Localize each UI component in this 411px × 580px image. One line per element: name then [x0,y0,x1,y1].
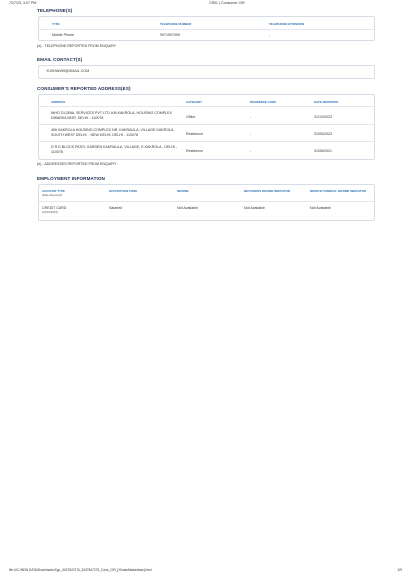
address-residence-code: - [250,132,252,136]
address-date-reported: 31/06/2021 [314,149,332,153]
employment-net-gross: Not Available [244,206,265,210]
employment-date-reported: (31/10/2023) [42,209,58,214]
address-text: 406 KAKROLA HOUSING COMPLEX NR, KAKRAULA, VILLAGE KAKROLA, SOUTH WEST DELHI, , NEW DELHI, DELHI - 110078 [51,128,175,137]
col-header-occupation-code: OCCUPATION CODE [109,189,138,193]
address-residence-code: - [250,115,252,119]
emails-box [38,65,375,79]
address-residence-code: - [250,149,252,153]
col-header-category: CATEGORY [186,100,203,104]
col-header-date-reported: DATE REPORTED [314,100,339,104]
print-page-number: 2/9 [397,568,402,572]
emails-title: EMAIL CONTACT(S) [37,57,83,62]
col-header-monthly-annual-income-indicator: MONTHLY/ANNUAL INCOME INDICATOR [310,189,366,193]
print-title: CRIIL | Consumer CIR [209,1,245,5]
address-text: WHO GLOBAL SERVICES PVT LTD 406 KAKROLA, HOUSING COMPLEX DWARKA MOR, DELHI - 110078 [51,111,172,120]
divider [39,29,374,30]
employment-monthly-annual: Not Available [310,206,331,210]
col-header-type: TYPE [52,22,60,26]
telephone-number: 9971597099 [160,33,180,37]
divider [39,106,374,107]
addresses-note: (e) - ADDRESSES REPORTED FROM ENQUIRY [37,162,117,166]
col-header-residence-code: RESIDENCE CODE [250,100,277,104]
print-footer [9,568,402,572]
telephones-title: TELEPHONE(S) [37,8,73,13]
telephones-table [38,16,375,41]
divider [39,124,374,125]
col-header-telephone-extension: TELEPHONE EXTENSION [269,22,305,26]
employment-table [38,184,375,221]
divider [39,201,374,202]
telephone-type: Mobile Phone [52,33,74,37]
col-header-address: ADDRESS [51,100,66,104]
col-header-account-type: ACCOUNT TYPE (Date Reported) [42,189,102,197]
col-header-net-gross-income-indicator: NET/GROSS INCOME INDICATOR [244,189,290,193]
addresses-title: CONSUMER'S REPORTED ADDRESS(ES) [37,86,131,91]
divider [39,141,374,142]
print-file-path: file:///C:/NEW DATA/Downloads/Xpp_3437847276_3437847276_Cons_CIR_[YishanMadambaz].html [9,568,152,572]
col-header-income: INCOME [177,189,189,193]
employment-account-type: CREDIT CARD (31/10/2023) [42,206,67,214]
telephone-extension: - [269,33,271,37]
telephones-note: (e) - TELEPHONE REPORTED FROM ENQUIRY [37,44,117,48]
address-category: Residence [186,149,203,153]
print-datetime: 7/27/23, 3:07 PM [9,1,37,5]
col-header-account-type-sub: (Date Reported) [42,193,63,197]
email-address: YUSHAN99@GMAIL.COM [46,69,90,73]
employment-title: EMPLOYMENT INFORMATION [37,176,105,181]
addresses-table [38,94,375,160]
address-date-reported: 31/10/2023 [314,115,332,119]
employment-income: Not Available [177,206,198,210]
col-header-telephone-number: TELEPHONE NUMBER [160,22,192,26]
address-date-reported: 31/05/2023 [314,132,332,136]
address-category: Residence [186,132,203,136]
address-category: Office [186,115,196,119]
employment-occupation: Salaried [109,206,123,210]
address-text: D R D BLOCK PATEL GARDEN KAKRAULA, VILLAGE, E KAKROLA , DELHI - 110078 [51,145,178,154]
